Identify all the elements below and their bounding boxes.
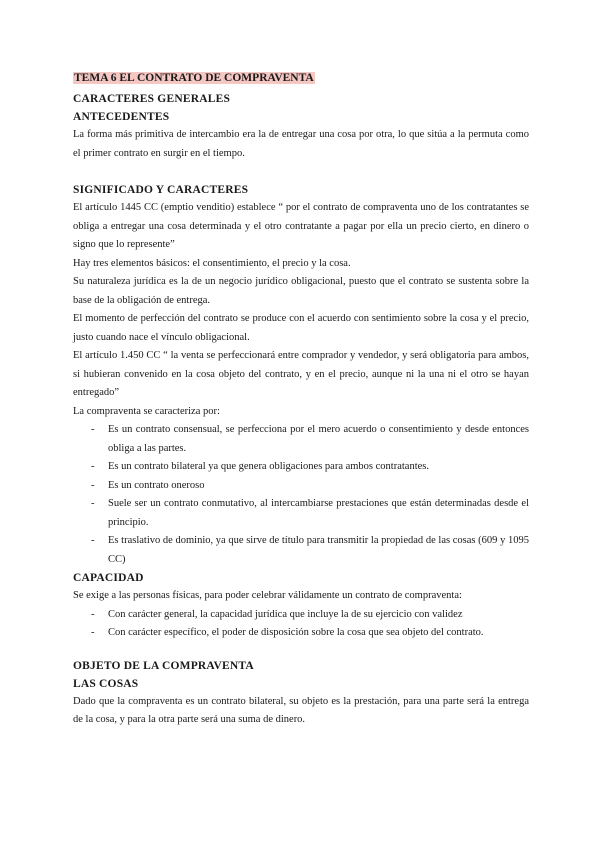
section-heading-objeto: OBJETO DE LA COMPRAVENTA: [73, 659, 254, 672]
title-highlight: TEMA 6 EL CONTRATO DE COMPRAVENTA: [74, 72, 314, 84]
dash-bullet: -: [91, 608, 95, 620]
subheading-capacidad: CAPACIDAD: [73, 572, 144, 584]
subheading-las-cosas: LAS COSAS: [73, 677, 139, 690]
paragraph-elementos: Hay tres elementos básicos: el consentimiento, el precio y la cosa.: [73, 257, 351, 269]
paragraph-article-1450: El artículo 1.450 CC “ la venta se perfeccionará entre comprador y vendedor, y será obligatoria para ambos, si hubieran convenido en la cosa objeto del contrato, y en el precio, aunque ni la una ni el otro se hayan entregado”: [73, 350, 529, 398]
list-item-text: Es un contrato bilateral ya que genera obligaciones para ambos contratantes.: [108, 461, 429, 472]
list-item: [73, 606, 529, 625]
list-item-text: Es un contrato oneroso: [108, 479, 205, 491]
subheading-antecedentes: ANTECEDENTES: [73, 111, 170, 123]
dash-bullet: -: [91, 498, 95, 509]
list-item: [73, 532, 529, 569]
list-item-text: Es traslativo de dominio, ya que sirve de título para transmitir la propiedad de las cosas (609 y 1095 CC): [108, 535, 529, 565]
paragraph-las-cosas: Dado que la compraventa es un contrato bilateral, su objeto es la prestación, para una parte será la entrega de la cosa, y para la otra parte será una suma de dinero.: [73, 695, 529, 725]
list-item-text: Es un contrato consensual, se perfecciona por el mero acuerdo o consentimiento y desde entonces obliga a las partes.: [108, 424, 529, 454]
paragraph-article-1445: El artículo 1445 CC (emptio venditio) establece “ por el contrato de compraventa uno de los contratantes se obliga a entregar una cosa determinada y el otro contratante a pagar por ella un precio cierto, en dinero o signo que lo represente”: [73, 202, 529, 250]
document-body: [73, 70, 529, 730]
list-capacidad: [73, 606, 529, 643]
list-item: [73, 495, 529, 532]
subheading-significado: SIGNIFICADO Y CARACTERES: [73, 184, 249, 196]
spacer: [73, 163, 529, 181]
paragraph-antecedentes: La forma más primitiva de intercambio era la de entregar una cosa por otra, lo que sitúa a la permuta como el primer contrato en surgir en el tiempo.: [73, 129, 529, 159]
dash-bullet: -: [91, 461, 95, 472]
dash-bullet: -: [91, 424, 95, 435]
list-item: [73, 477, 529, 496]
list-item-text: Con carácter general, la capacidad jurídica que incluye la de su ejercicio con validez: [108, 608, 463, 620]
list-item: [73, 624, 529, 643]
list-caracteristicas: [73, 421, 529, 569]
paragraph-naturaleza: Su naturaleza jurídica es la de un negocio jurídico obligacional, puesto que el contrato se sustenta sobre la base de la obligación de entrega.: [73, 276, 529, 306]
list-item: [73, 458, 529, 477]
list-item-text: Con carácter específico, el poder de disposición sobre la cosa que sea objeto del contrato.: [108, 627, 484, 638]
paragraph-capacidad: Se exige a las personas físicas, para poder celebrar válidamente un contrato de compraventa:: [73, 590, 462, 601]
spacer: [73, 643, 529, 657]
section-heading-caracteres-generales: CARACTERES GENERALES: [73, 93, 231, 105]
list-item-text: Suele ser un contrato conmutativo, al intercambiarse prestaciones que están determinadas desde el principio.: [108, 498, 529, 528]
dash-bullet: -: [91, 627, 95, 638]
document-title: [73, 70, 529, 86]
dash-bullet: -: [91, 479, 95, 491]
list-item: [73, 421, 529, 458]
paragraph-perfeccion: El momento de perfección del contrato se produce con el acuerdo con sentimiento sobre la cosa y el precio, justo cuando nace el vínculo obligacional.: [73, 313, 529, 343]
dash-bullet: -: [91, 535, 95, 546]
paragraph-caracteriza: La compraventa se caracteriza por:: [73, 405, 220, 417]
